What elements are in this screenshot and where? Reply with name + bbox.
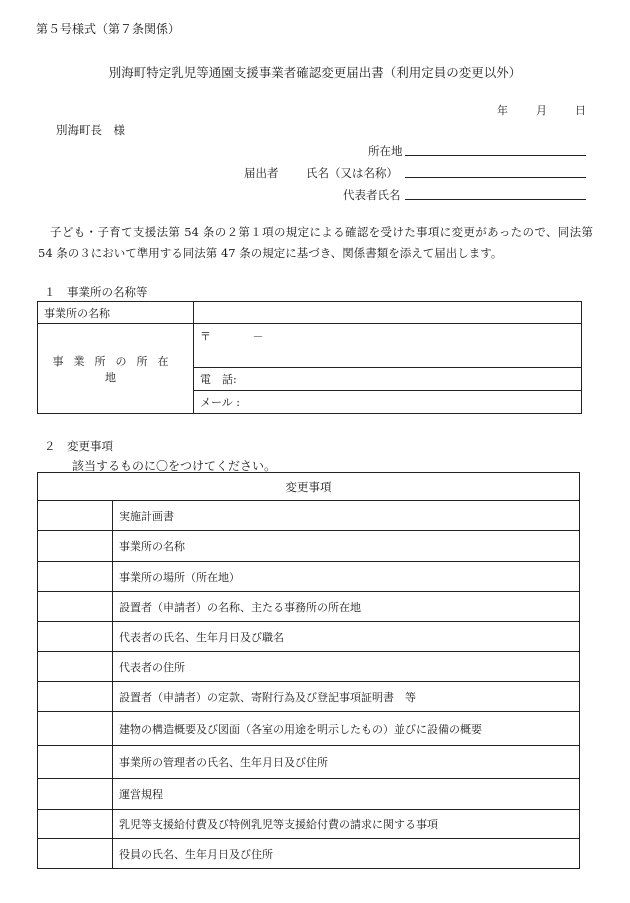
email-label: メール :	[200, 396, 240, 409]
check-cell[interactable]	[38, 746, 113, 779]
section1-heading: １ 事業所の名称等	[44, 285, 148, 299]
postal-dash: －	[252, 330, 264, 343]
date-year-label: 年	[497, 104, 508, 117]
change-item: 事業所の場所（所在地）	[113, 562, 580, 592]
change-item: 乳児等支援給付費及び特例乳児等支援給付費の請求に関する事項	[113, 810, 580, 839]
document-title: 別海町特定乳児等通園支援事業者確認変更届出書（利用定員の変更以外）	[108, 65, 522, 80]
representative-row	[0, 187, 630, 205]
check-cell[interactable]	[38, 839, 113, 869]
change-item: 建物の構造概要及び図面（各室の用途を明示したもの）並びに設備の概要	[113, 712, 580, 746]
address-label: 所在地	[368, 144, 403, 158]
check-cell[interactable]	[38, 712, 113, 746]
form-number: 第５号様式（第７条関係）	[36, 22, 181, 36]
check-cell[interactable]	[38, 652, 113, 682]
representative-field[interactable]	[405, 187, 586, 200]
facility-name-field[interactable]	[194, 302, 582, 324]
postal-mark: 〒	[200, 330, 211, 343]
phone-field[interactable]	[194, 368, 582, 391]
change-items-table	[37, 472, 580, 869]
name-label: 氏名（又は名称）	[306, 166, 398, 180]
check-cell[interactable]	[38, 810, 113, 839]
addressee: 別海町長 様	[56, 123, 125, 137]
change-item: 実施計画書	[113, 501, 580, 531]
name-field[interactable]	[405, 165, 586, 178]
email-field[interactable]	[194, 391, 582, 414]
change-items-header: 変更事項	[38, 473, 580, 501]
notifier-label: 届出者	[244, 166, 279, 180]
facility-name-label: 事業所の名称	[38, 302, 194, 324]
body-text: 子ども・子育て支援法第 54 条の２第１項の規定による確認を受けた事項に変更があったので、同法第 54 条の３において準用する同法第 47 条の規定に基づき、関係書類を添えて届出します。	[38, 225, 593, 260]
date-day-label: 日	[575, 104, 586, 117]
change-item: 代表者の住所	[113, 652, 580, 682]
name-row	[0, 165, 630, 183]
check-cell[interactable]	[38, 682, 113, 712]
date-line	[487, 102, 586, 118]
change-item: 事業所の名称	[113, 531, 580, 562]
check-cell[interactable]	[38, 779, 113, 810]
check-cell[interactable]	[38, 622, 113, 652]
phone-label: 電 話:	[200, 373, 237, 386]
facility-address-label: 事業所の所在地	[38, 324, 194, 414]
change-item: 設置者（申請者）の定款、寄附行為及び登記事項証明書 等	[113, 682, 580, 712]
address-row	[0, 143, 630, 161]
section2-instruction: 該当するものに〇をつけてください。	[72, 459, 277, 473]
facility-table	[37, 301, 582, 414]
address-field[interactable]	[405, 143, 586, 156]
change-item: 代表者の氏名、生年月日及び職名	[113, 622, 580, 652]
section2-heading: ２ 変更事項	[44, 439, 113, 453]
change-item: 役員の氏名、生年月日及び住所	[113, 839, 580, 869]
check-cell[interactable]	[38, 501, 113, 531]
change-item: 運営規程	[113, 779, 580, 810]
check-cell[interactable]	[38, 562, 113, 592]
change-item: 設置者（申請者）の名称、主たる事務所の所在地	[113, 592, 580, 622]
postal-field[interactable]	[194, 324, 582, 368]
representative-label: 代表者氏名	[343, 188, 401, 202]
check-cell[interactable]	[38, 531, 113, 562]
date-month-label: 月	[536, 104, 547, 117]
check-cell[interactable]	[38, 592, 113, 622]
change-item: 事業所の管理者の氏名、生年月日及び住所	[113, 746, 580, 779]
